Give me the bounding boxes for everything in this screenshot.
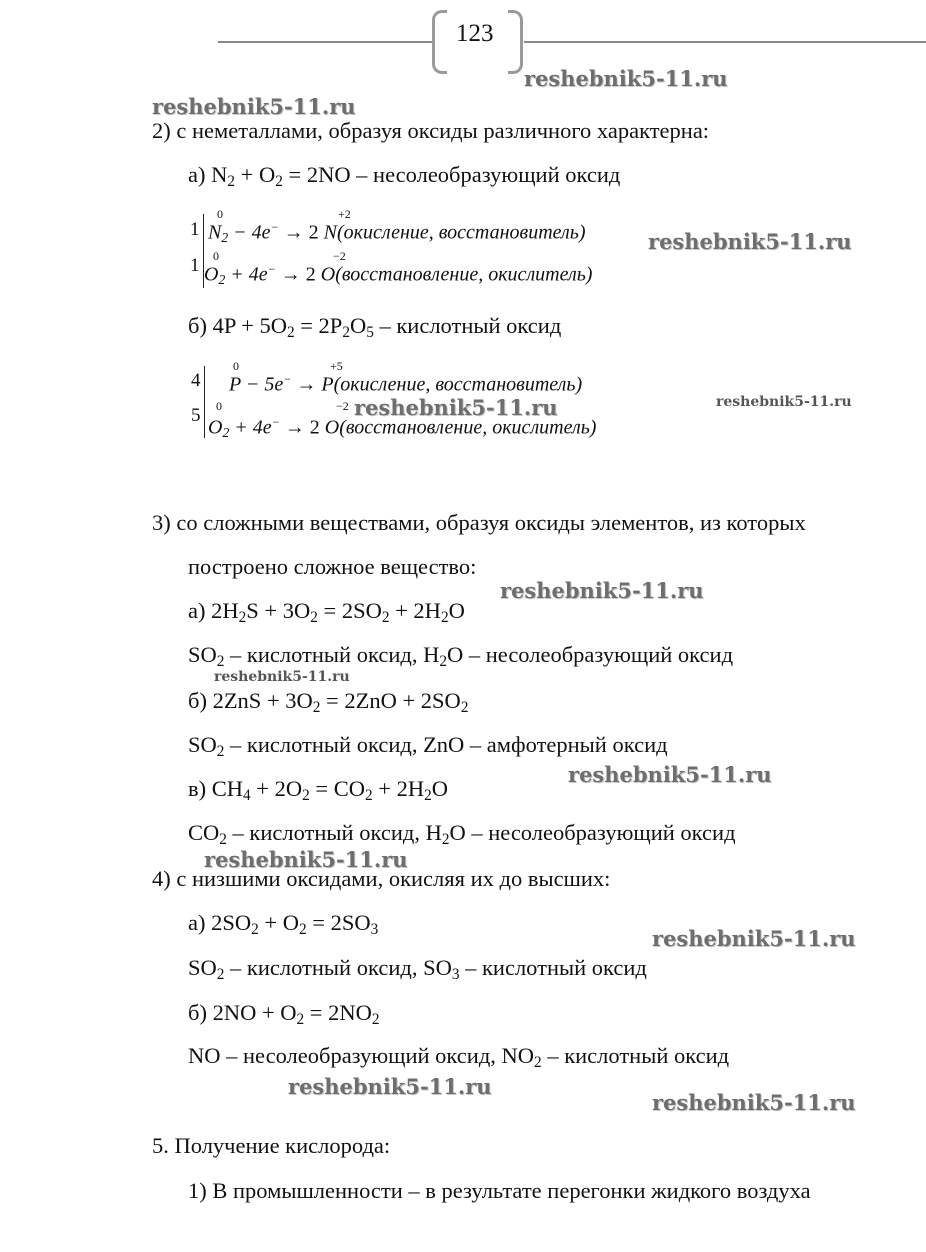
header-rule-right [524, 41, 926, 43]
page-number-bracket-left [432, 10, 447, 74]
watermark: reshebnik5-11.ru [354, 395, 558, 420]
oxidation-state: 0 [217, 207, 223, 221]
item3-description-a: $SO_2$ – кислотный оксид, $H_2O$ – несолеобразующий оксид [188, 642, 734, 670]
watermark: reshebnik5-11.ru [214, 669, 350, 685]
page-number-bracket-right [508, 10, 523, 74]
redox-half-reaction-reduction: $O_2 + 4e^- \to 2$ O(восстановление, окислитель) [208, 415, 597, 441]
redox-coefficient: 4 [191, 370, 201, 391]
page-number: 123 [456, 20, 494, 47]
item3-title-continuation: построено сложное вещество: [188, 554, 477, 579]
watermark: reshebnik5-11.ru [524, 66, 728, 91]
item5-subitem-1: 1) В промышленности – в результате перегонки жидкого воздуха [188, 1178, 811, 1203]
watermark: reshebnik5-11.ru [204, 847, 408, 872]
redox-coefficient: 1 [190, 219, 200, 240]
item4-description-a: $SO_2$ – кислотный оксид, $SO_3$ – кислотный оксид [188, 955, 647, 983]
redox-half-reaction-oxidation: P − 5e− → P(окисление, восстановитель) [229, 372, 583, 396]
item4-equation-b: б) $2NO + O_2 = 2NO_2$ [188, 1000, 380, 1028]
oxidation-state: −2 [333, 249, 346, 263]
item2-equation-a: а) $N_2 + O_2 = 2NO$ – несолеобразующий оксид [188, 162, 621, 190]
redox-coefficient: 1 [190, 255, 200, 276]
redox-half-reaction-reduction: $O_2 + 4e^- \to 2$ O(восстановление, окислитель) [204, 262, 593, 288]
watermark: reshebnik5-11.ru [652, 1090, 856, 1115]
item5-title: 5. Получение кислорода: [152, 1133, 391, 1158]
oxidation-state: 0 [233, 359, 239, 373]
item4-description-b: NO – несолеобразующий оксид, $NO_2$ – кислотный оксид [188, 1043, 730, 1071]
watermark: reshebnik5-11.ru [152, 94, 356, 119]
watermark: reshebnik5-11.ru [288, 1074, 492, 1099]
item3-equation-b: б) $2ZnS + 3O_2 = 2ZnO + 2SO_2$ [188, 688, 469, 716]
oxidation-state: +5 [330, 359, 343, 373]
redox-divider [204, 366, 205, 438]
item3-description-b: $SO_2$ – кислотный оксид, ZnO – амфотерный оксид [188, 732, 668, 760]
oxidation-state: +2 [338, 207, 351, 221]
oxidation-state: 0 [213, 249, 219, 263]
watermark: reshebnik5-11.ru [652, 926, 856, 951]
item2-equation-b: б) $4P + 5O_2 = 2P_2O_5$ – кислотный оксид [188, 313, 562, 341]
oxidation-state: 0 [216, 399, 222, 413]
item4-title: 4) с низшими оксидами, окисляя их до высших: [152, 866, 611, 891]
watermark: reshebnik5-11.ru [716, 394, 852, 410]
redox-coefficient: 5 [191, 405, 201, 426]
redox-half-reaction-oxidation: $N_2 - 4e^- \to 2$ N(окисление, восстановитель) [208, 220, 586, 246]
item3-description-c: $CO_2$ – кислотный оксид, $H_2O$ – несолеобразующий оксид [188, 820, 736, 848]
watermark: reshebnik5-11.ru [648, 229, 852, 254]
item2-title: 2) с неметаллами, образуя оксиды различного характерна: [152, 118, 710, 143]
item4-equation-a: а) $2SO_2 + O_2 = 2SO_3$ [188, 910, 379, 938]
item3-title: 3) со сложными веществами, образуя оксиды элементов, из которых [152, 510, 806, 535]
watermark: reshebnik5-11.ru [500, 578, 704, 603]
watermark: reshebnik5-11.ru [568, 762, 772, 787]
header-rule-left [218, 41, 432, 43]
item3-equation-c: в) $CH_4 + 2O_2 = CO_2 + 2H_2O$ [188, 776, 448, 804]
oxidation-state: −2 [336, 399, 349, 413]
item3-equation-a: а) $2H_2S + 3O_2 = 2SO_2 + 2H_2O$ [188, 598, 465, 626]
